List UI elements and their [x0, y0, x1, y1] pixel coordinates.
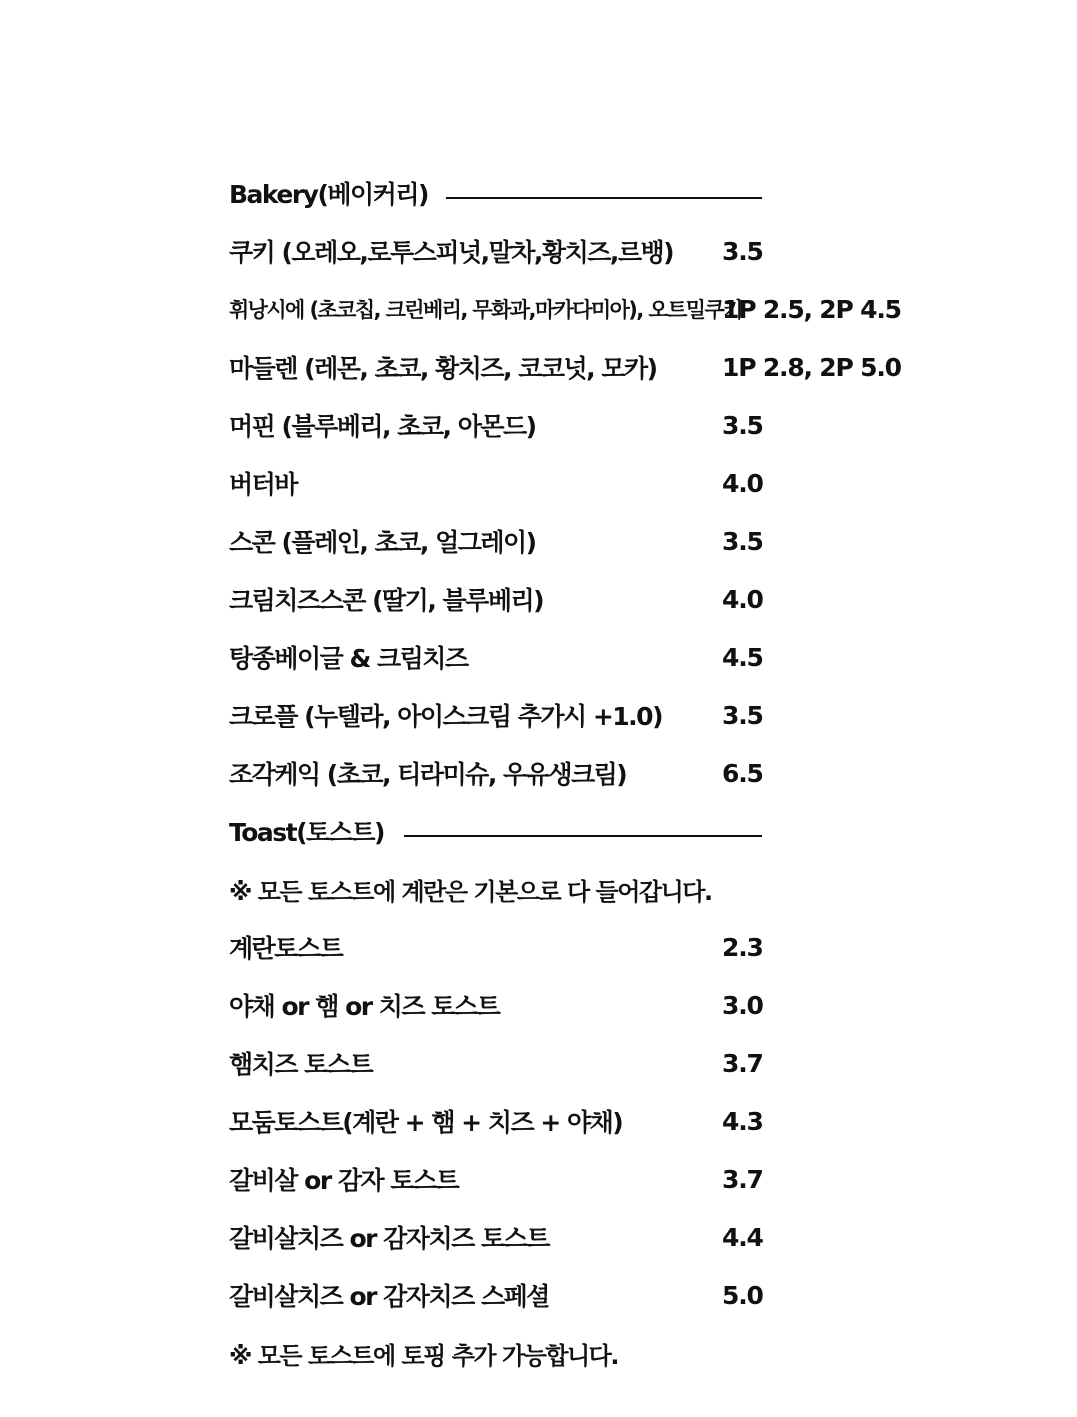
menu-item-galbi-potato-cheese-special	[229, 1266, 929, 1324]
menu-item-muffin	[229, 396, 929, 454]
bakery-section-title: Bakery(베이커리)	[229, 180, 428, 209]
menu-item-galbi-potato-toast	[229, 1150, 929, 1208]
menu-item-madeleine	[229, 338, 929, 396]
menu-item-combo-toast	[229, 1092, 929, 1150]
item-price: 4.0	[722, 584, 763, 614]
menu-item-ham-cheese-toast	[229, 1034, 929, 1092]
menu-item-veg-ham-cheese-toast	[229, 976, 929, 1034]
item-name: 조각케익 (초코, 티라미슈, 우유생크림)	[229, 760, 627, 789]
toast-topping-note: ※ 모든 토스트에 토핑 추가 가능합니다.	[229, 1341, 618, 1370]
item-price: 4.4	[722, 1222, 763, 1252]
toast-section-divider	[404, 835, 762, 837]
bakery-section-divider	[446, 197, 762, 199]
menu-item-cookie	[229, 222, 929, 280]
item-price: 3.5	[722, 700, 763, 730]
menu-item-egg-toast	[229, 918, 929, 976]
item-price: 3.7	[722, 1048, 763, 1078]
item-name: 쿠키 (오레오,로투스피넛,말차,황치즈,르뱅)	[229, 238, 674, 267]
item-price: 2.3	[722, 932, 763, 962]
item-name: 갈비살치즈 or 감자치즈 토스트	[229, 1224, 549, 1253]
item-price: 4.3	[722, 1106, 763, 1136]
item-name: 크로플 (누텔라, 아이스크림 추가시 +1.0)	[229, 702, 662, 731]
item-price: 1P 2.5, 2P 4.5	[722, 294, 901, 324]
item-price: 3.5	[722, 410, 763, 440]
item-name: 햄치즈 토스트	[229, 1050, 373, 1079]
toast-egg-note: ※ 모든 토스트에 계란은 기본으로 다 들어갑니다.	[229, 877, 712, 906]
item-name: 야채 or 햄 or 치즈 토스트	[229, 992, 500, 1021]
item-name: 계란토스트	[229, 934, 343, 963]
item-name: 모둠토스트(계란 + 햄 + 치즈 + 야채)	[229, 1108, 623, 1137]
menu	[229, 164, 929, 1382]
menu-item-bagel	[229, 628, 929, 686]
menu-item-butter-bar	[229, 454, 929, 512]
item-price: 1P 2.8, 2P 5.0	[722, 352, 901, 382]
item-price: 4.5	[722, 642, 763, 672]
item-price: 3.5	[722, 526, 763, 556]
item-name: 탕종베이글 & 크림치즈	[229, 644, 468, 673]
item-name: 머핀 (블루베리, 초코, 아몬드)	[229, 412, 536, 441]
item-name: 버터바	[229, 470, 297, 499]
item-name: 마들렌 (레몬, 초코, 황치즈, 코코넛, 모카)	[229, 354, 657, 383]
menu-item-cake-slice	[229, 744, 929, 802]
item-price: 3.0	[722, 990, 763, 1020]
item-price: 4.0	[722, 468, 763, 498]
item-name: 크림치즈스콘 (딸기, 블루베리)	[229, 586, 544, 615]
menu-item-croffle	[229, 686, 929, 744]
toast-section-header	[229, 802, 929, 860]
menu-item-scone	[229, 512, 929, 570]
item-price: 3.5	[722, 236, 763, 266]
toast-section-title: Toast(토스트)	[229, 818, 384, 847]
menu-item-financier	[229, 280, 929, 338]
item-name: 갈비살치즈 or 감자치즈 스페셜	[229, 1282, 549, 1311]
bakery-section-header	[229, 164, 929, 222]
item-price: 5.0	[722, 1280, 763, 1310]
item-name: 갈비살 or 감자 토스트	[229, 1166, 459, 1195]
item-name: 휘낭시에 (초코칩, 크린베리, 무화과,마카다미아), 오트밀쿠키	[229, 298, 742, 322]
item-price: 3.7	[722, 1164, 763, 1194]
item-price: 6.5	[722, 758, 763, 788]
menu-item-cream-cheese-scone	[229, 570, 929, 628]
menu-item-galbi-potato-cheese-toast	[229, 1208, 929, 1266]
item-name: 스콘 (플레인, 초코, 얼그레이)	[229, 528, 536, 557]
